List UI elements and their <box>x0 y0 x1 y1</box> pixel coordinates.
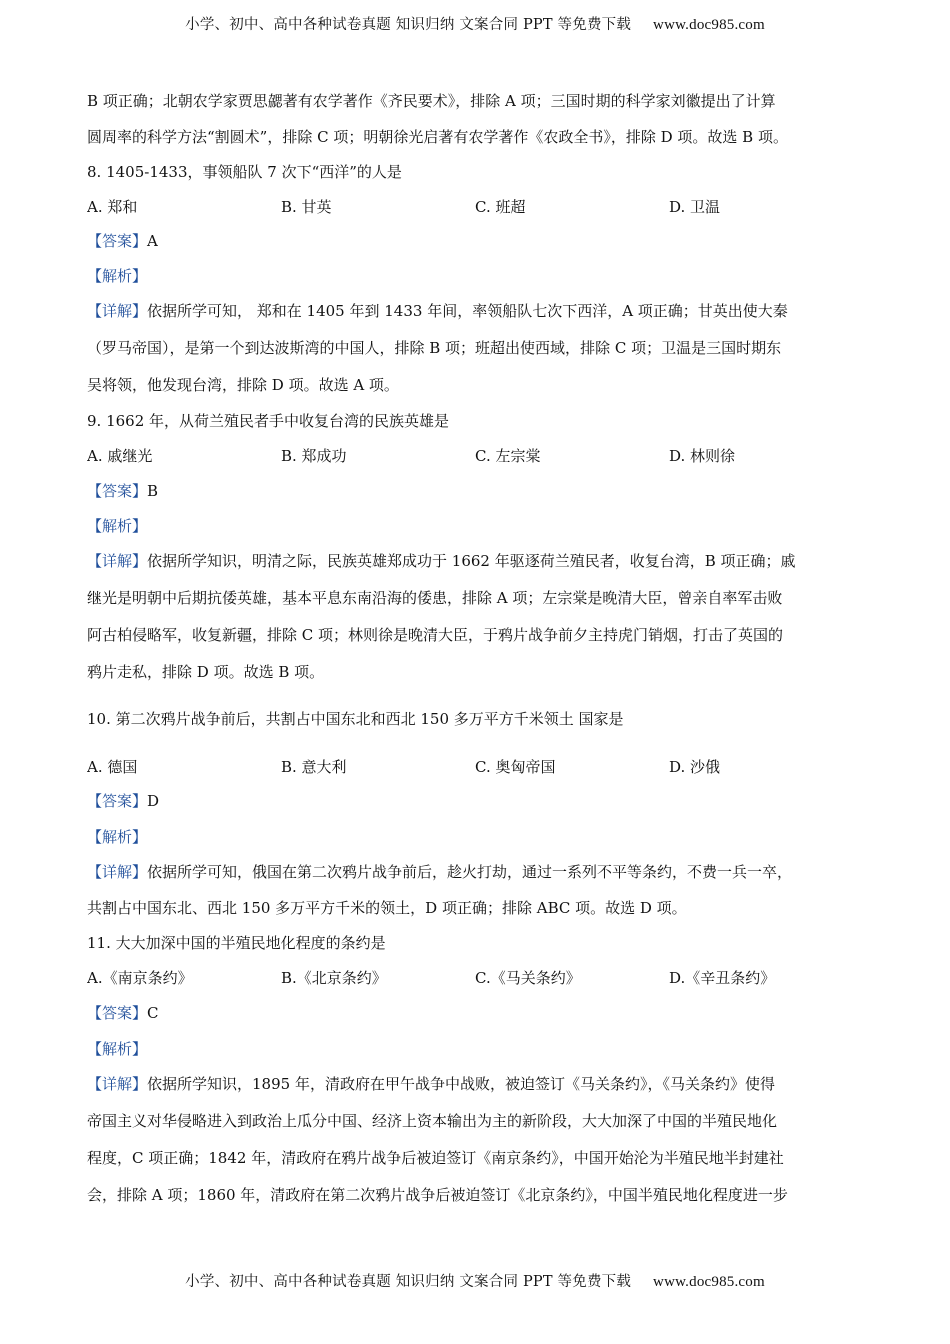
intro-line: B 项正确；北朝农学家贾思勰著有农学著作《齐民要术》，排除 A 项；三国时期的科学家刘徽提出了计算 <box>87 92 776 110</box>
analysis-line <box>87 1038 867 1060</box>
detail-line: 阿古柏侵略军，收复新疆，排除 C 项；林则徐是晚清大臣，于鸦片战争前夕主持虎门销烟，打击了英国的 <box>87 626 784 644</box>
option-a: A. 德国 <box>87 758 138 776</box>
analysis-line <box>87 826 867 848</box>
option-b: B.《北京条约》 <box>281 969 387 987</box>
option-d: D. 沙俄 <box>669 758 721 776</box>
detail-line: 会，排除 A 项；1860 年，清政府在第二次鸦片战争后被迫签订《北京条约》，中国半殖民地化程度进一步 <box>87 1186 788 1204</box>
option-b: B. 意大利 <box>281 758 347 776</box>
page-header <box>0 13 950 34</box>
analysis-label: 【解析】 <box>87 267 148 285</box>
answer-value: D <box>147 792 160 810</box>
detail-label: 【详解】 <box>87 302 148 320</box>
page-footer <box>0 1270 950 1291</box>
intro-line: 圆周率的科学方法“割圆术”，排除 C 项；明朝徐光启著有农学著作《农政全书》，排除 D 项。故选 B 项。 <box>87 128 788 146</box>
detail-line: 鸦片走私，排除 D 项。故选 B 项。 <box>87 663 325 681</box>
option-c: C. 奥匈帝国 <box>475 758 556 776</box>
detail-label: 【详解】 <box>87 552 148 570</box>
answer-label: 【答案】 <box>87 1004 148 1022</box>
options-row <box>87 445 867 467</box>
answer-value: C <box>147 1004 159 1022</box>
answer-line <box>87 790 867 812</box>
detail-line <box>87 1073 867 1095</box>
header-url[interactable]: www.doc985.com <box>653 17 765 33</box>
footer-url[interactable]: www.doc985.com <box>653 1274 765 1290</box>
analysis-label: 【解析】 <box>87 1040 148 1058</box>
answer-label: 【答案】 <box>87 792 148 810</box>
detail-line <box>87 550 867 572</box>
option-b: B. 甘英 <box>281 198 332 216</box>
analysis-line <box>87 265 867 287</box>
option-d: D. 林则徐 <box>669 447 736 465</box>
option-d: D.《辛丑条约》 <box>669 969 776 987</box>
detail-line: 共割占中国东北、西北 150 多万平方千米的领土，D 项正确；排除 ABC 项。故选 D 项。 <box>87 899 687 917</box>
option-b: B. 郑成功 <box>281 447 347 465</box>
detail-line: （罗马帝国），是第一个到达波斯湾的中国人，排除 B 项；班超出使西域，排除 C 项；卫温是三国时期东 <box>87 339 782 357</box>
question-stem: 8. 1405-1433，事领船队 7 次下“西洋”的人是 <box>87 163 402 181</box>
option-a: A.《南京条约》 <box>87 969 193 987</box>
question-stem: 10. 第二次鸦片战争前后，共割占中国东北和西北 150 多万平方千米领土 国家是 <box>87 710 624 728</box>
detail-line: 帝国主义对华侵略进入到政治上瓜分中国、经济上资本输出为主的新阶段，大大加深了中国的半殖民地化 <box>87 1112 778 1130</box>
answer-label: 【答案】 <box>87 232 148 250</box>
answer-line <box>87 1002 867 1024</box>
analysis-label: 【解析】 <box>87 828 148 846</box>
detail-line <box>87 861 867 883</box>
detail-line <box>87 300 867 322</box>
answer-value: B <box>147 482 159 500</box>
option-a: A. 郑和 <box>87 198 138 216</box>
detail-label: 【详解】 <box>87 1075 148 1093</box>
question-stem: 11. 大大加深中国的半殖民地化程度的条约是 <box>87 934 386 952</box>
detail-text: 依据所学可知，俄国在第二次鸦片战争前后，趁火打劫，通过一系列不平等条约，不费一兵一卒， <box>147 863 793 881</box>
option-c: C. 班超 <box>475 198 526 216</box>
analysis-label: 【解析】 <box>87 517 148 535</box>
option-a: A. 戚继光 <box>87 447 153 465</box>
options-row <box>87 196 867 218</box>
options-row <box>87 756 867 778</box>
question-stem: 9. 1662 年，从荷兰殖民者手中收复台湾的民族英雄是 <box>87 412 450 430</box>
header-text: 小学、初中、高中各种试卷真题 知识归纳 文案合同 PPT 等免费下载 <box>185 17 632 33</box>
footer-text: 小学、初中、高中各种试卷真题 知识归纳 文案合同 PPT 等免费下载 <box>185 1274 632 1290</box>
detail-text: 依据所学知识，明清之际，民族英雄郑成功于 1662 年驱逐荷兰殖民者，收复台湾，B 项正确；戚 <box>147 552 796 570</box>
option-d: D. 卫温 <box>669 198 721 216</box>
answer-line <box>87 480 867 502</box>
options-row <box>87 967 867 989</box>
detail-label: 【详解】 <box>87 863 148 881</box>
detail-line: 继光是明朝中后期抗倭英雄，基本平息东南沿海的倭患，排除 A 项；左宗棠是晚清大臣，曾亲自率军击败 <box>87 589 783 607</box>
analysis-line <box>87 515 867 537</box>
answer-line <box>87 230 867 252</box>
answer-label: 【答案】 <box>87 482 148 500</box>
detail-line: 程度，C 项正确；1842 年，清政府在鸦片战争后被迫签订《南京条约》，中国开始沦为半殖民地半封建社 <box>87 1149 784 1167</box>
answer-value: A <box>147 232 158 250</box>
detail-line: 吴将领，他发现台湾，排除 D 项。故选 A 项。 <box>87 376 399 394</box>
option-c: C. 左宗棠 <box>475 447 541 465</box>
option-c: C.《马关条约》 <box>475 969 581 987</box>
detail-text: 依据所学可知， 郑和在 1405 年到 1433 年间，率领船队七次下西洋，A 项正确；甘英出使大秦 <box>147 302 788 320</box>
detail-text: 依据所学知识，1895 年，清政府在甲午战争中战败，被迫签订《马关条约》，《马关条约》使得 <box>147 1075 775 1093</box>
